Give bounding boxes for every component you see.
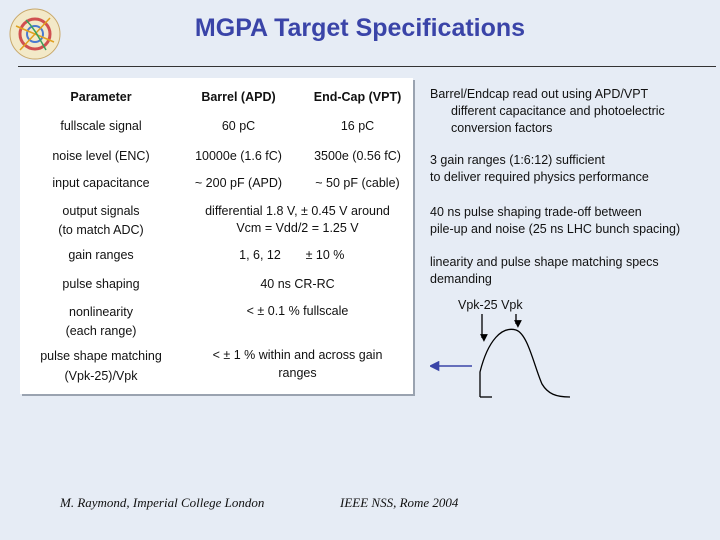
footer-author: M. Raymond, Imperial College London (60, 495, 265, 510)
row-output-param: output signals (62, 204, 140, 218)
row-capacitance-param: input capacitance (52, 176, 150, 190)
row-noise-barrel: 10000e (1.6 fC) (195, 149, 282, 163)
row-gain-param: gain ranges (68, 248, 134, 262)
row-matching-param-sub: (Vpk-25)/Vpk (64, 369, 138, 383)
row-matching-param: pulse shape matching (40, 349, 162, 363)
header-barrel: Barrel (APD) (201, 90, 276, 104)
note-shaping (430, 204, 680, 238)
row-shaping-param: pulse shaping (62, 277, 140, 291)
note-gain (430, 152, 649, 186)
page-title: MGPA Target Specifications (194, 14, 526, 42)
row-shaping-value: 40 ns CR-RC (260, 277, 335, 291)
row-output-param-sub: (to match ADC) (58, 223, 144, 237)
note-readout-line3: conversion factors (451, 121, 553, 135)
note-shaping-line1: 40 ns pulse shaping trade-off between (430, 205, 642, 219)
note-linearity-line2: demanding (430, 272, 492, 286)
row-gain-endcap: ± 10 % (305, 248, 345, 262)
row-fullscale-endcap: 16 pC (340, 119, 375, 133)
note-gain-line2: to deliver required physics performance (430, 170, 649, 184)
row-nonlinearity-param-sub: (each range) (65, 324, 137, 338)
row-fullscale-barrel: 60 pC (221, 119, 256, 133)
row-capacitance-endcap: ~ 50 pF (cable) (315, 176, 400, 190)
row-output-value-sub: Vcm = Vdd/2 = 1.25 V (236, 221, 359, 235)
row-fullscale-param: fullscale signal (60, 119, 142, 133)
row-capacitance-barrel: ~ 200 pF (APD) (194, 176, 283, 190)
row-matching-value-sub: ranges (278, 366, 317, 380)
spec-table (20, 78, 413, 394)
note-readout-line1: Barrel/Endcap read out using APD/VPT (430, 87, 649, 101)
pulse-curve (480, 329, 570, 397)
pulse-shape-diagram (430, 300, 600, 410)
header-parameter: Parameter (70, 90, 132, 104)
footer-conference: IEEE NSS, Rome 2004 (340, 495, 459, 510)
note-linearity (430, 254, 659, 288)
note-linearity-line1: linearity and pulse shape matching specs (430, 255, 659, 269)
row-noise-param: noise level (ENC) (52, 149, 150, 163)
row-output-value: differential 1.8 V, ± 0.45 V around (205, 204, 390, 218)
pulse-label: Vpk-25 Vpk (458, 298, 523, 312)
row-nonlinearity-param: nonlinearity (69, 305, 133, 319)
row-noise-endcap: 3500e (0.56 fC) (314, 149, 401, 163)
header-endcap: End-Cap (VPT) (313, 90, 402, 104)
row-matching-value: < ± 1 % within and across gain (212, 348, 383, 362)
title-divider (18, 66, 716, 67)
note-shaping-line2: pile-up and noise (25 ns LHC bunch spacing) (430, 222, 681, 236)
note-readout (430, 86, 665, 137)
row-gain-barrel: 1, 6, 12 (239, 248, 281, 262)
note-readout-line2: different capacitance and photoelectric (451, 104, 665, 118)
note-gain-line1: 3 gain ranges (1:6:12) sufficient (430, 153, 605, 167)
row-nonlinearity-value: < ± 0.1 % fullscale (246, 304, 349, 318)
